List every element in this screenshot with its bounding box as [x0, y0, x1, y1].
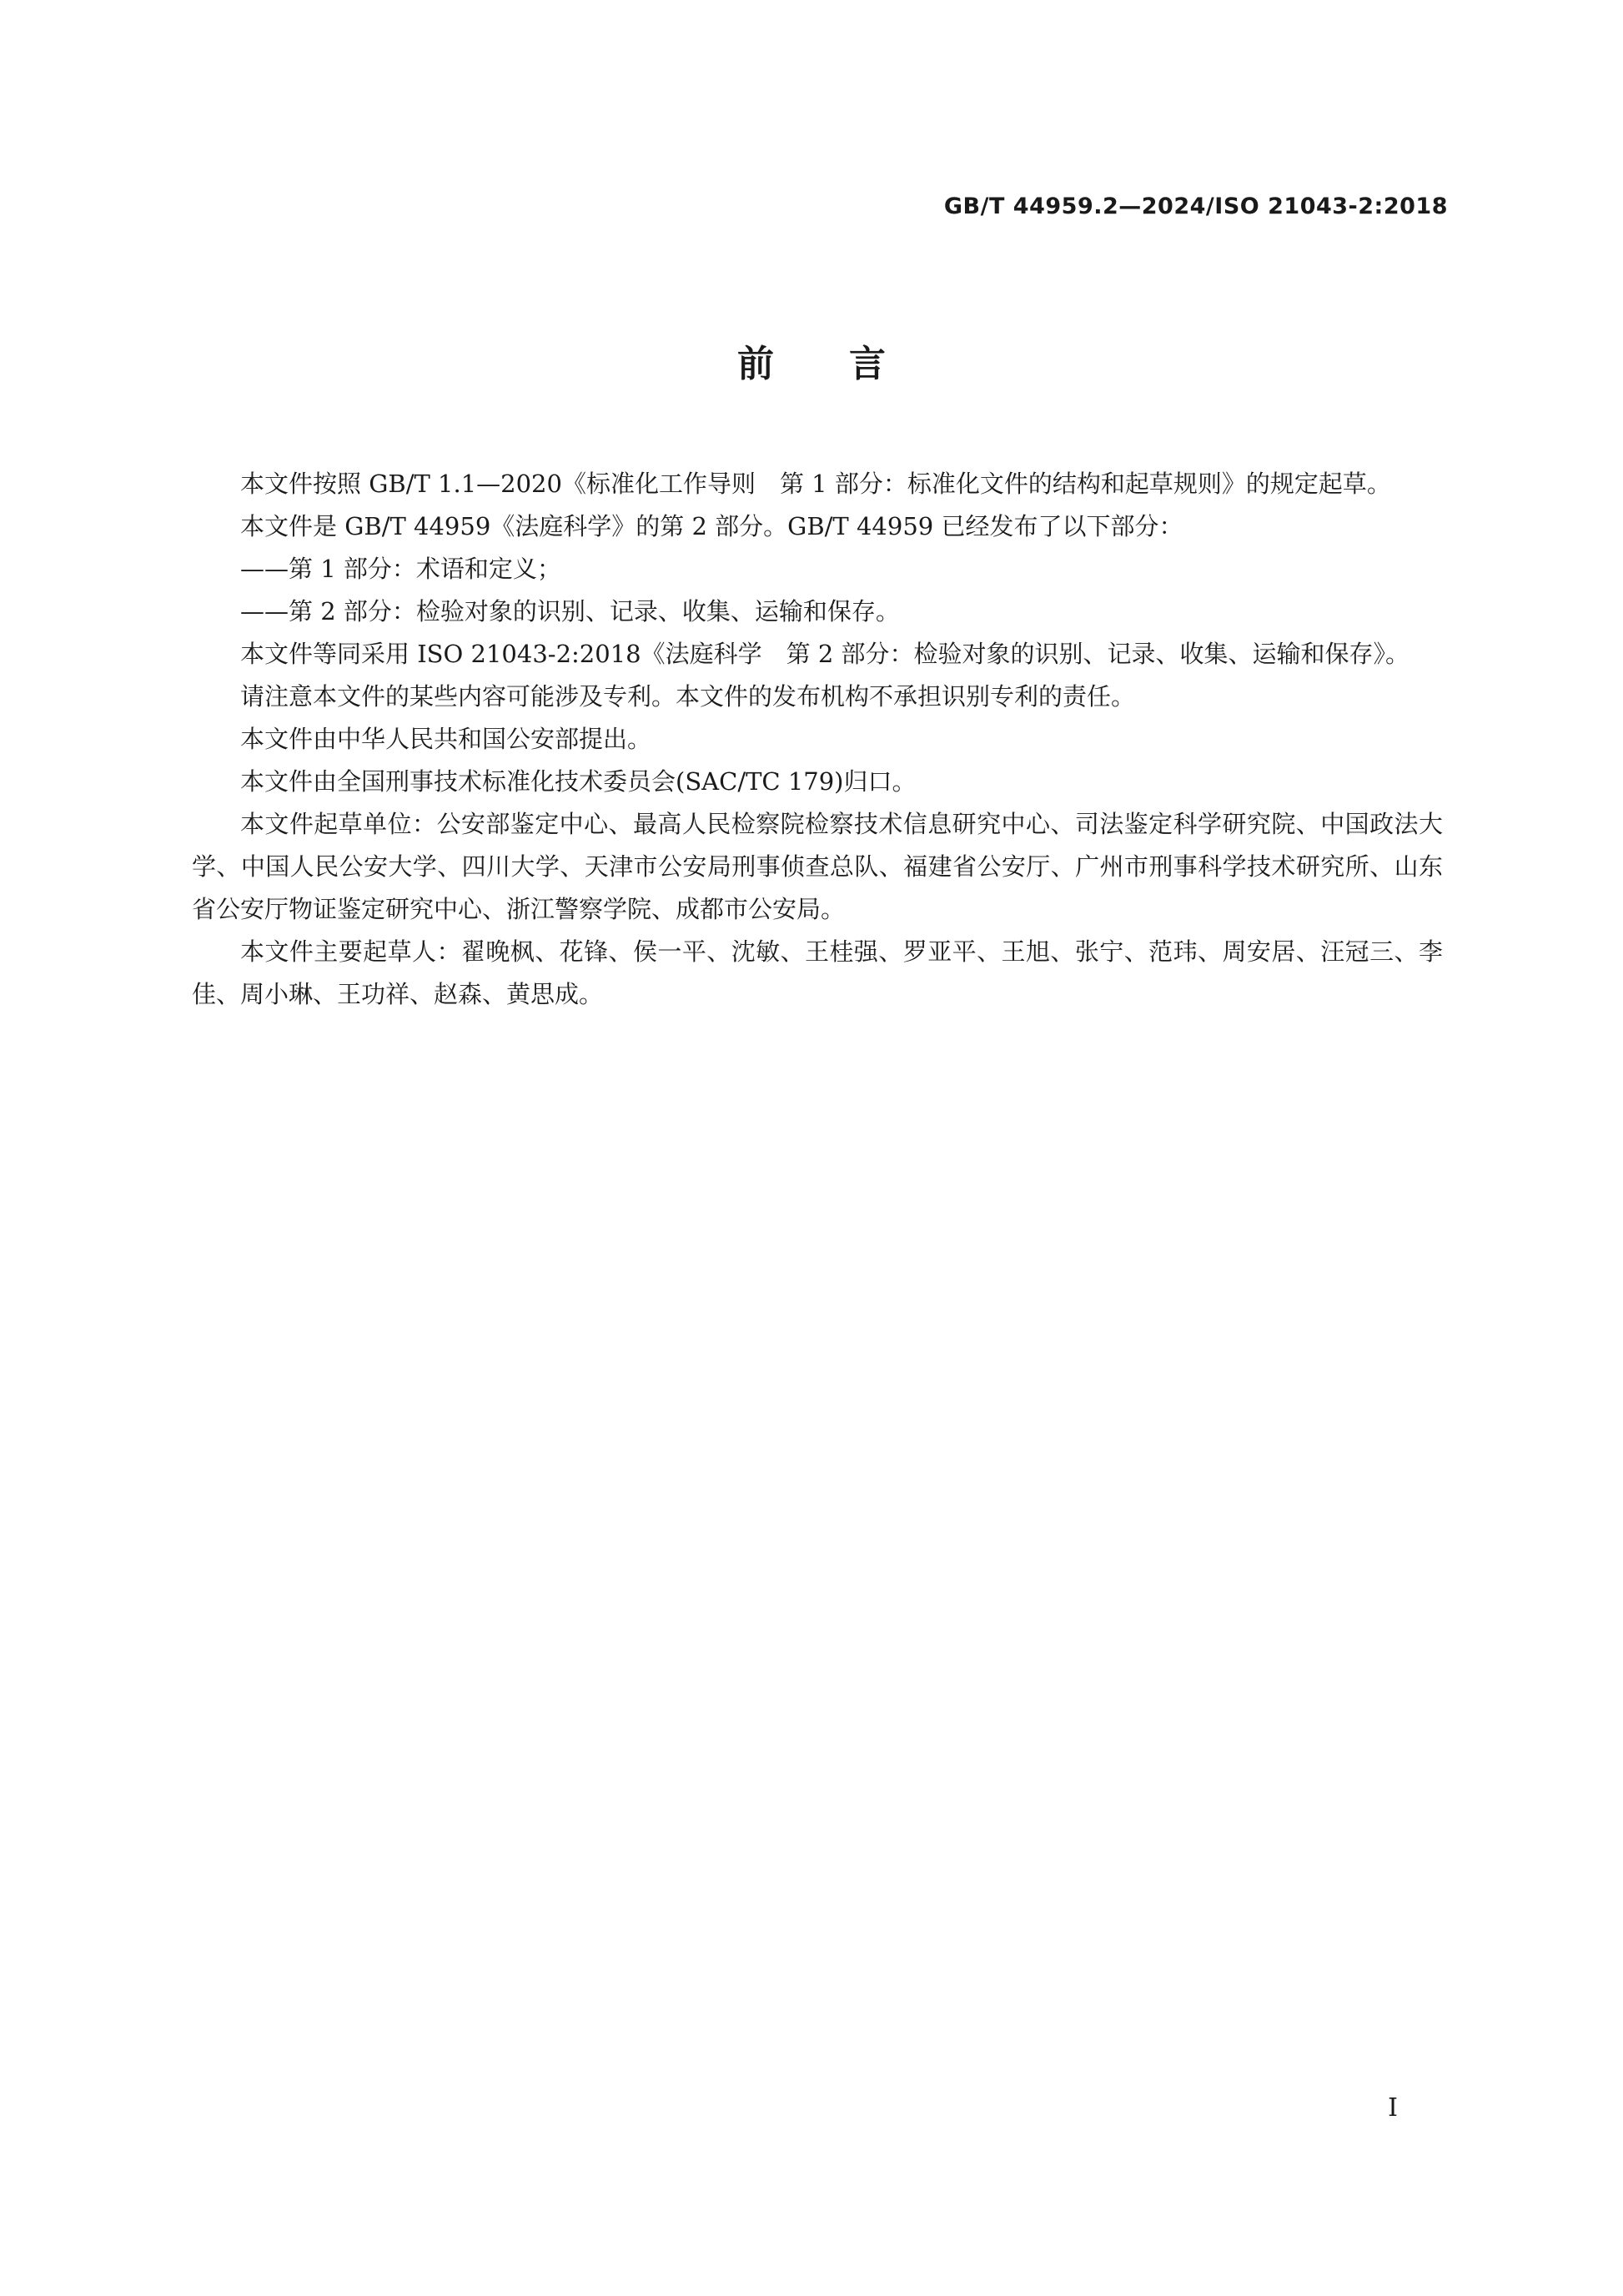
page-number: I	[1388, 2093, 1398, 2123]
paragraph-series-intro: 本文件是 GB/T 44959《法庭科学》的第 2 部分。GB/T 44959 已经发布了以下部分：	[240, 512, 1183, 540]
paragraph-patent-notice: 请注意本文件的某些内容可能涉及专利。本文件的发布机构不承担识别专利的责任。	[240, 682, 1136, 711]
paragraph-drafting-rules: 本文件按照 GB/T 1.1—2020《标准化工作导则 第 1 部分：标准化文件的结构和起草规则》的规定起草。	[240, 470, 1391, 498]
paragraph-proposer: 本文件由中华人民共和国公安部提出。	[240, 725, 652, 753]
paragraph-committee: 本文件由全国刑事技术标准化技术委员会(SAC/TC 179)归口。	[240, 767, 917, 796]
paragraph-iso-adoption: 本文件等同采用 ISO 21043-2:2018《法庭科学 第 2 部分：检验对象的识别、记录、收集、运输和保存》。	[240, 640, 1409, 668]
list-item-part-2: ——第 2 部分：检验对象的识别、记录、收集、运输和保存。	[240, 597, 900, 625]
paragraph-drafters: 本文件主要起草人：翟晚枫、花锋、侯一平、沈敏、王桂强、罗亚平、王旭、张宁、范玮、周安居、汪冠三、李佳、周小琳、王功祥、赵森、黄思成。	[192, 937, 1443, 1008]
foreword-body	[192, 463, 1443, 1016]
paragraph-drafting-units: 本文件起草单位：公安部鉴定中心、最高人民检察院检察技术信息研究中心、司法鉴定科学研究院、中国政法大学、中国人民公安大学、四川大学、天津市公安局刑事侦查总队、福建省公安厅、广州市刑事科学技术研究所、山东省公安厅物证鉴定研究中心、浙江警察学院、成都市公安局。	[192, 810, 1443, 923]
standard-code-header: GB/T 44959.2—2024/ISO 21043-2:2018	[943, 193, 1448, 219]
page-title: 前言	[737, 343, 961, 385]
list-item-part-1: ——第 1 部分：术语和定义；	[240, 555, 561, 583]
